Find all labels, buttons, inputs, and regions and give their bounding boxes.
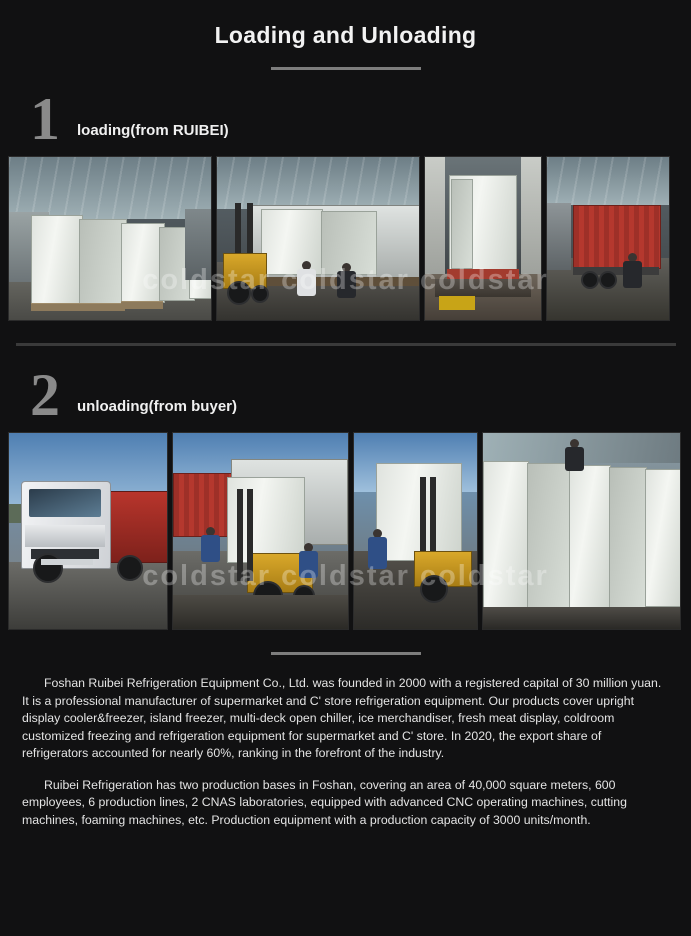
section-divider bbox=[16, 343, 676, 346]
step-label-1: loading(from RUIBEI) bbox=[77, 122, 229, 139]
watermark-unloading: coldstar coldstar coldstar bbox=[142, 560, 549, 592]
photo-worker-unloading-with-forklift bbox=[172, 432, 349, 630]
photo-strip-loading bbox=[0, 156, 691, 321]
section-header-loading bbox=[0, 86, 691, 152]
photo-strip-unloading bbox=[0, 432, 691, 630]
watermark-loading: coldstar coldstar coldstar bbox=[142, 264, 549, 296]
photo-red-container-on-truck bbox=[546, 156, 670, 321]
about-paragraph-2: Ruibei Refrigeration has two production bases in Foshan, covering an area of 40,000 square meters, 600 employees, 6 production lines, 2 CNAS laboratories, equipped with advanced CNC operating machines, cutting machines, foaming machines, etc. Production equipment with a production capacity of 3000 units/month. bbox=[22, 777, 627, 827]
about-paragraph-1: Foshan Ruibei Refrigeration Equipment Co., Ltd. was founded in 2000 with a registered capital of 30 million yuan. It is a professional manufacturer of supermarket and C' store refrigeration equipment. Our products cover upright display cooler&freezer, island freezer, multi-deck open chiller, ice merchandiser, fresh meat display, coldroom customized freezing and refrigeration equipment for supermarket and C' store. In 2020, the export share of refrigerators accounted for nearly 60%, ranking in the forefront of the industry. bbox=[22, 676, 662, 760]
page-title: Loading and Unloading bbox=[214, 22, 477, 48]
step-number-1: 1 bbox=[30, 86, 59, 152]
step-label-2: unloading(from buyer) bbox=[77, 398, 237, 415]
step-number-2: 2 bbox=[30, 362, 59, 428]
company-description bbox=[0, 655, 691, 829]
photo-worker-guiding-crate bbox=[353, 432, 478, 630]
photo-row-of-display-coolers bbox=[482, 432, 681, 630]
photo-warehouse-stacked-crates bbox=[8, 156, 212, 321]
section-header-unloading bbox=[0, 362, 691, 428]
photo-white-truck-front-view bbox=[8, 432, 168, 630]
photo-forklift-loading-container bbox=[216, 156, 420, 321]
title-divider bbox=[271, 67, 421, 70]
photo-container-interior-loaded bbox=[424, 156, 542, 321]
